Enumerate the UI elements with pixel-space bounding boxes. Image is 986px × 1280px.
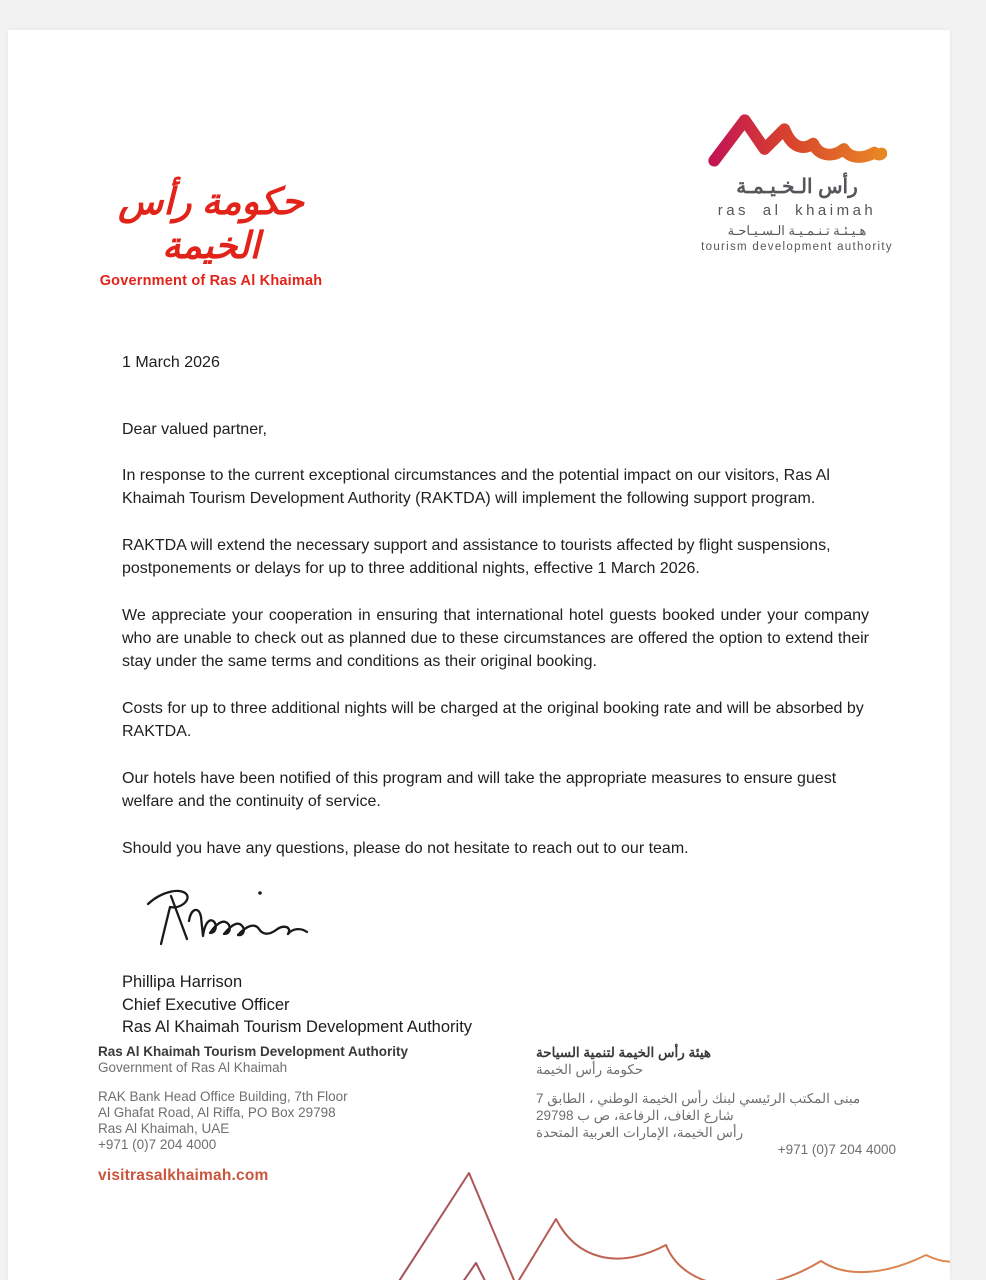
raktda-latin-name: ras al khaimah <box>717 202 877 219</box>
footer-address-line: RAK Bank Head Office Building, 7th Floor <box>98 1089 348 1104</box>
footer-address-line: Ras Al Khaimah, UAE <box>98 1121 230 1136</box>
signatory-block <box>122 971 472 1039</box>
raktda-logo <box>694 108 900 253</box>
government-rak-caption: Government of Ras Al Khaimah <box>99 272 323 289</box>
letter-paragraph: In response to the current exceptional circumstances and the potential impact on our visitors, Ras Al Khaimah Tourism Development Authority (RAKTDA) will implement the following support program. <box>122 467 830 507</box>
letter-paragraph: Costs for up to three additional nights will be charged at the original booking rate and will be absorbed by RAKTDA. <box>122 700 864 740</box>
footer-address-line-arabic: رأس الخيمة، الإمارات العربية المتحدة <box>536 1125 744 1140</box>
handwritten-signature <box>140 882 330 954</box>
decorative-mountain-outline <box>366 1123 950 1280</box>
signatory-organization: Ras Al Khaimah Tourism Development Authority <box>122 1018 473 1036</box>
rak-mountain-icon <box>707 108 887 172</box>
footer-phone-arabic: +971 (0)7 204 4000 <box>777 1142 896 1157</box>
footer-address-line-arabic: مبنى المكتب الرئيسي لبنك رأس الخيمة الوطني ، الطابق 7 <box>536 1091 861 1106</box>
footer-website-link[interactable]: visitrasalkhaimah.com <box>98 1167 269 1184</box>
letter-paragraph: Our hotels have been notified of this program and will take the appropriate measures to ensure guest welfare and the continuity of service. <box>122 770 837 810</box>
letter-paragraph: We appreciate your cooperation in ensuring that international hotel guests booked under your company who are unable to check out as planned due to these circumstances are offered the option to extend their stay under the same terms and conditions as their original booking. <box>122 607 869 670</box>
government-rak-logo <box>96 180 326 289</box>
footer-phone: +971 (0)7 204 4000 <box>98 1137 217 1152</box>
letter-salutation: Dear valued partner, <box>122 421 267 438</box>
footer-org-name-arabic: هيئة رأس الخيمة لتنمية السياحة <box>536 1045 712 1060</box>
raktda-arabic-subtitle: هـيـئـة تـنـمـيـة الـسـيـاحـة <box>727 223 867 238</box>
letter-paragraph: RAKTDA will extend the necessary support and assistance to tourists affected by flight suspensions, postponements or delays for up to three additional nights, effective 1 March 2026. <box>122 537 831 577</box>
letter-content <box>122 351 869 884</box>
footer-org-sub-arabic: حكومة رأس الخيمة <box>536 1062 644 1077</box>
footer-address-line: Al Ghafat Road, Al Riffa, PO Box 29798 <box>98 1105 336 1120</box>
footer-org-sub: Government of Ras Al Khaimah <box>98 1060 288 1075</box>
footer-address-line-arabic: شارع الغاف، الرفاعة، ص ب 29798 <box>536 1108 734 1123</box>
raktda-latin-subtitle: tourism development authority <box>701 241 893 253</box>
letter-paragraph: Should you have any questions, please do not hesitate to reach out to our team. <box>122 840 689 857</box>
letter-date: 1 March 2026 <box>122 354 220 371</box>
signatory-title: Chief Executive Officer <box>122 995 290 1014</box>
raktda-arabic-name: رأس الـخـيـمـة <box>736 176 858 198</box>
government-rak-arabic-calligraphy: حكومة رأس الخيمة <box>118 181 304 267</box>
signatory-name: Phillipa Harrison <box>122 973 243 991</box>
letter-page <box>8 30 950 1280</box>
footer-org-name: Ras Al Khaimah Tourism Development Authority <box>98 1044 409 1059</box>
